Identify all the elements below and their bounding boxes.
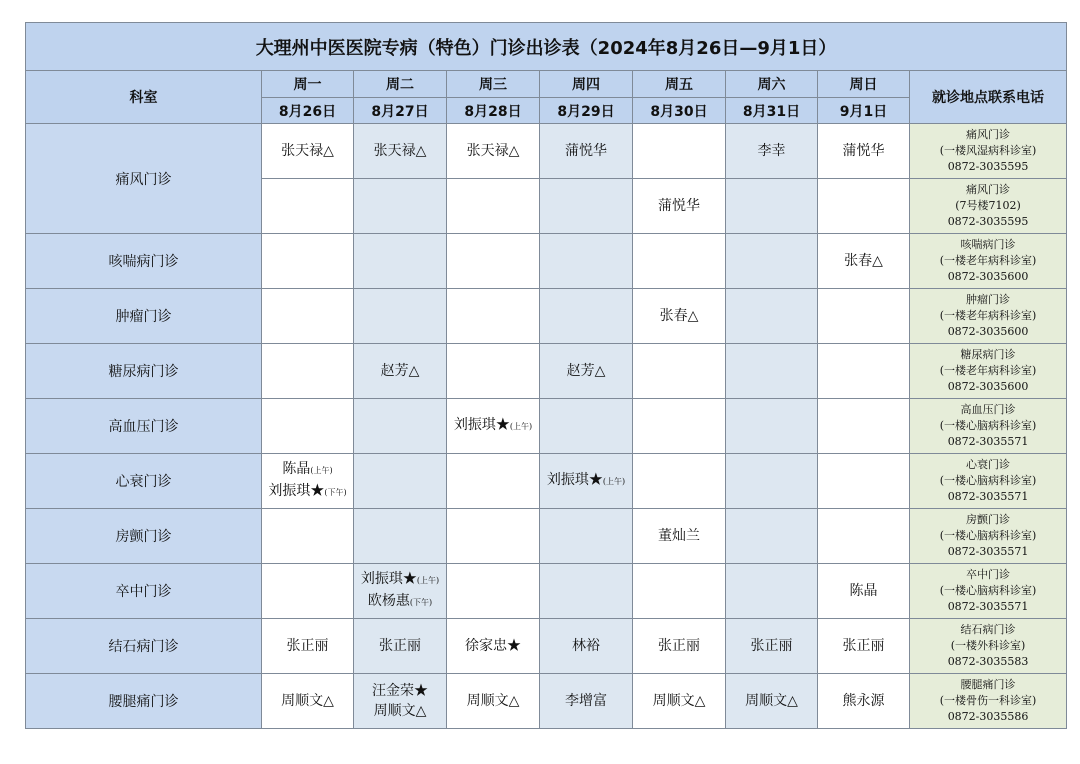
department-name: 痛风门诊: [26, 124, 262, 234]
header-contact: 就诊地点联系电话: [910, 71, 1067, 124]
contact-cell: [910, 564, 1067, 619]
doctor-cell: 李增富: [540, 674, 633, 729]
doctor-cell: 张正丽: [818, 619, 910, 674]
doctor-cell: 张正丽: [354, 619, 447, 674]
doctor-cell: [726, 179, 818, 234]
contact-clinic-name: 糖尿病门诊: [960, 348, 1016, 361]
doctor-cell: [633, 399, 726, 454]
doctor-line: [354, 569, 446, 591]
header-department: 科室: [26, 71, 262, 124]
header-date: 8月31日: [726, 98, 818, 124]
contact-cell: [910, 399, 1067, 454]
contact-cell: [910, 674, 1067, 729]
doctor-cell: [726, 289, 818, 344]
doctor-cell: [262, 399, 354, 454]
doctor-cell: 蒲悦华: [633, 179, 726, 234]
contact-location: (一楼骨伤一科诊室): [939, 694, 1037, 707]
doctor-cell: [447, 289, 540, 344]
contact-cell: [910, 344, 1067, 399]
session-note: (下午): [324, 488, 347, 497]
contact-phone: 0872-3035600: [947, 325, 1029, 338]
contact-cell: [910, 619, 1067, 674]
contact-phone: 0872-3035600: [947, 380, 1029, 393]
header-weekday: 周六: [726, 71, 818, 98]
doctor-cell: 张正丽: [262, 619, 354, 674]
department-name: 腰腿痛门诊: [26, 674, 262, 729]
doctor-cell: 熊永源: [818, 674, 910, 729]
doctor-name: 周顺文△: [373, 703, 427, 719]
contact-clinic-name: 咳喘病门诊: [960, 238, 1016, 251]
doctor-cell: [818, 179, 910, 234]
department-name: 卒中门诊: [26, 564, 262, 619]
doctor-cell: 张天禄△: [447, 124, 540, 179]
doctor-cell: 周顺文△: [262, 674, 354, 729]
doctor-cell: [633, 564, 726, 619]
contact-phone: 0872-3035571: [947, 490, 1029, 503]
department-name: 结石病门诊: [26, 619, 262, 674]
contact-clinic-name: 房颤门诊: [966, 513, 1011, 526]
contact-clinic-name: 痛风门诊: [966, 183, 1011, 196]
doctor-cell: 张春△: [818, 234, 910, 289]
contact-location: (一楼心脑病科诊室): [939, 419, 1037, 432]
contact-phone: 0872-3035600: [947, 270, 1029, 283]
contact-phone: 0872-3035571: [947, 545, 1029, 558]
session-note: (上午): [310, 466, 333, 475]
contact-location: (一楼心脑病科诊室): [939, 529, 1037, 542]
contact-clinic-name: 心衰门诊: [966, 458, 1011, 471]
contact-clinic-name: 卒中门诊: [966, 568, 1011, 581]
contact-location: (一楼风湿病科诊室): [939, 144, 1037, 157]
doctor-cell: [262, 454, 354, 509]
doctor-cell: [633, 454, 726, 509]
doctor-cell: [262, 179, 354, 234]
doctor-cell: [354, 674, 447, 729]
doctor-cell: [726, 564, 818, 619]
doctor-cell: [447, 399, 540, 454]
doctor-line: [262, 459, 353, 481]
contact-clinic-name: 肿瘤门诊: [966, 293, 1011, 306]
doctor-cell: 周顺文△: [726, 674, 818, 729]
doctor-cell: 赵芳△: [354, 344, 447, 399]
doctor-cell: [540, 454, 633, 509]
doctor-cell: [818, 509, 910, 564]
doctor-cell: [818, 289, 910, 344]
doctor-cell: 周顺文△: [633, 674, 726, 729]
doctor-cell: 董灿兰: [633, 509, 726, 564]
doctor-name: 刘振琪★: [360, 571, 417, 587]
doctor-cell: [540, 234, 633, 289]
doctor-cell: [354, 564, 447, 619]
contact-location: (7号楼7102): [955, 199, 1021, 212]
header-weekday: 周一: [262, 71, 354, 98]
contact-phone: 0872-3035571: [947, 435, 1029, 448]
department-name: 房颤门诊: [26, 509, 262, 564]
doctor-cell: [818, 344, 910, 399]
doctor-cell: [354, 399, 447, 454]
doctor-cell: 张正丽: [633, 619, 726, 674]
doctor-cell: [726, 344, 818, 399]
doctor-cell: [447, 234, 540, 289]
contact-location: (一楼心脑病科诊室): [939, 474, 1037, 487]
contact-location: (一楼老年病科诊室): [939, 254, 1037, 267]
contact-cell: [910, 289, 1067, 344]
header-weekday: 周日: [818, 71, 910, 98]
header-date: 8月27日: [354, 98, 447, 124]
doctor-cell: [726, 509, 818, 564]
doctor-cell: [633, 234, 726, 289]
doctor-cell: [354, 289, 447, 344]
department-name: 高血压门诊: [26, 399, 262, 454]
doctor-cell: [540, 564, 633, 619]
doctor-cell: 张天禄△: [262, 124, 354, 179]
contact-clinic-name: 痛风门诊: [966, 128, 1011, 141]
doctor-name: 刘振琪★: [453, 417, 510, 433]
header-date: 8月30日: [633, 98, 726, 124]
doctor-name: 欧杨惠: [367, 593, 410, 609]
doctor-cell: [262, 234, 354, 289]
header-date: 8月28日: [447, 98, 540, 124]
department-name: 心衰门诊: [26, 454, 262, 509]
doctor-cell: [540, 509, 633, 564]
doctor-cell: 周顺文△: [447, 674, 540, 729]
contact-location: (一楼外科诊室): [950, 639, 1026, 652]
doctor-cell: 李幸: [726, 124, 818, 179]
header-date: 8月26日: [262, 98, 354, 124]
clinic-schedule-table: [25, 22, 1067, 729]
doctor-cell: [633, 344, 726, 399]
doctor-cell: [726, 234, 818, 289]
doctor-cell: 徐家忠★: [447, 619, 540, 674]
header-date: 9月1日: [818, 98, 910, 124]
session-note: (上午): [416, 576, 440, 585]
doctor-cell: [447, 454, 540, 509]
contact-location: (一楼老年病科诊室): [939, 364, 1037, 377]
doctor-name: 陈晶: [282, 461, 311, 477]
header-weekday: 周三: [447, 71, 540, 98]
doctor-cell: 陈晶: [818, 564, 910, 619]
header-date: 8月29日: [540, 98, 633, 124]
doctor-cell: [354, 454, 447, 509]
doctor-name: 刘振琪★: [546, 472, 603, 488]
doctor-cell: [633, 124, 726, 179]
contact-location: (一楼老年病科诊室): [939, 309, 1037, 322]
contact-cell: [910, 179, 1067, 234]
contact-phone: 0872-3035583: [947, 655, 1029, 668]
doctor-cell: [262, 289, 354, 344]
contact-clinic-name: 高血压门诊: [960, 403, 1016, 416]
doctor-cell: 林裕: [540, 619, 633, 674]
department-name: 肿瘤门诊: [26, 289, 262, 344]
doctor-name: 刘振琪★: [268, 483, 325, 499]
doctor-cell: 张天禄△: [354, 124, 447, 179]
doctor-cell: [262, 344, 354, 399]
contact-phone: 0872-3035586: [947, 710, 1029, 723]
doctor-name: 汪金荣★: [372, 683, 428, 699]
doctor-cell: [354, 509, 447, 564]
header-weekday: 周四: [540, 71, 633, 98]
doctor-cell: [540, 289, 633, 344]
header-weekday: 周五: [633, 71, 726, 98]
doctor-cell: 张正丽: [726, 619, 818, 674]
doctor-line: [354, 701, 446, 721]
doctor-cell: 赵芳△: [540, 344, 633, 399]
contact-cell: [910, 124, 1067, 179]
doctor-cell: [447, 179, 540, 234]
department-name: 咳喘病门诊: [26, 234, 262, 289]
doctor-cell: [447, 344, 540, 399]
contact-cell: [910, 454, 1067, 509]
contact-clinic-name: 腰腿痛门诊: [960, 678, 1016, 691]
doctor-cell: [262, 509, 354, 564]
page-title: 大理州中医医院专病（特色）门诊出诊表（2024年8月26日—9月1日）: [26, 23, 1067, 71]
contact-clinic-name: 结石病门诊: [960, 623, 1016, 636]
doctor-cell: 蒲悦华: [540, 124, 633, 179]
contact-phone: 0872-3035571: [947, 600, 1029, 613]
header-weekday: 周二: [354, 71, 447, 98]
doctor-cell: [447, 509, 540, 564]
doctor-cell: [540, 399, 633, 454]
doctor-cell: [354, 234, 447, 289]
doctor-cell: [726, 454, 818, 509]
doctor-cell: [726, 399, 818, 454]
session-note: (下午): [409, 598, 433, 607]
contact-cell: [910, 234, 1067, 289]
doctor-cell: 张春△: [633, 289, 726, 344]
doctor-cell: [447, 564, 540, 619]
doctor-cell: [262, 564, 354, 619]
session-note: (上午): [509, 422, 533, 431]
contact-location: (一楼心脑病科诊室): [939, 584, 1037, 597]
doctor-cell: [818, 454, 910, 509]
doctor-cell: [354, 179, 447, 234]
doctor-line: [354, 591, 446, 613]
contact-phone: 0872-3035595: [947, 160, 1029, 173]
department-name: 糖尿病门诊: [26, 344, 262, 399]
doctor-cell: 蒲悦华: [818, 124, 910, 179]
contact-cell: [910, 509, 1067, 564]
doctor-cell: [818, 399, 910, 454]
session-note: (上午): [602, 477, 626, 486]
doctor-line: [354, 681, 446, 701]
doctor-cell: [540, 179, 633, 234]
doctor-line: [262, 481, 353, 503]
contact-phone: 0872-3035595: [947, 215, 1029, 228]
